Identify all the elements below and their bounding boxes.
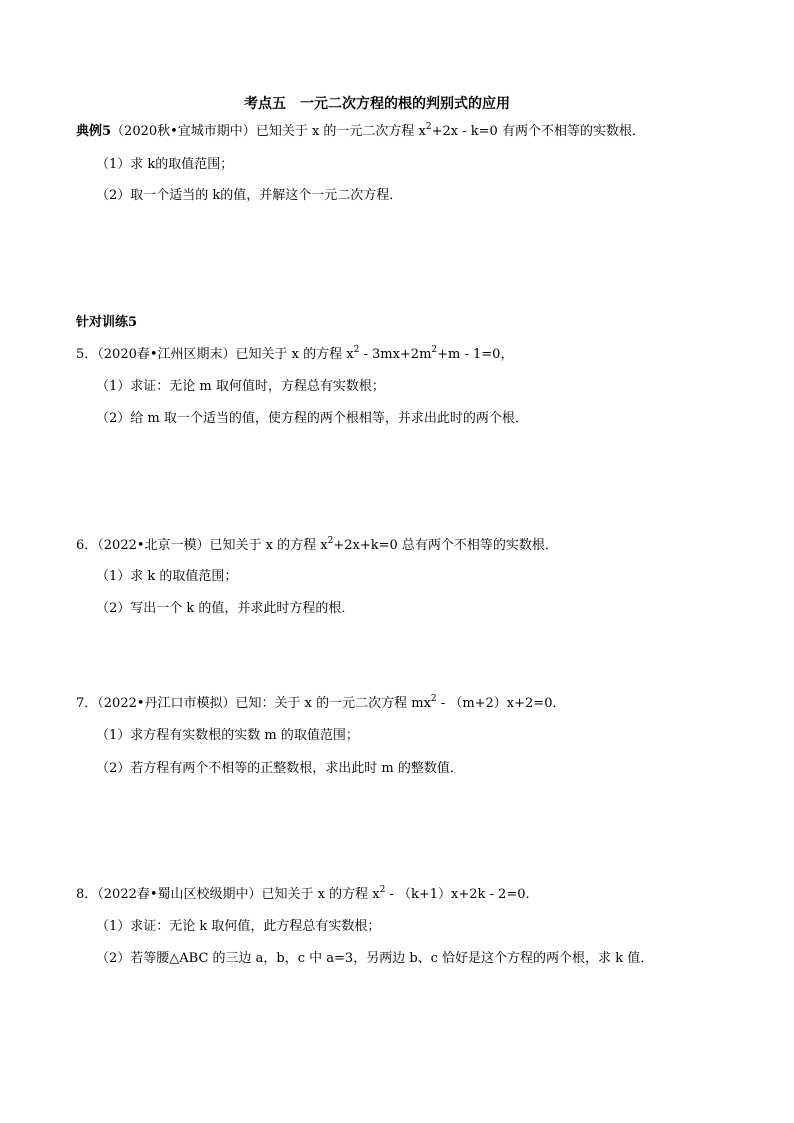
problem-5-sup1: 2	[353, 345, 360, 355]
example-eq-part1: x	[418, 124, 426, 139]
problem-5-part-2: （2）给 m 取一个适当的值，使方程的两个根相等，并求出此时的两个根．	[96, 411, 528, 426]
problem-8-part-1: （1）求证：无论 k 取何值，此方程总有实数根；	[96, 919, 381, 934]
problem-7-suffix: - （m+2）x+2=0．	[436, 696, 566, 711]
example-text-before: 已知关于 x 的一元二次方程	[255, 124, 419, 139]
problem-6-prefix: 6．（2022•北京一模）已知关于 x 的方程 x	[76, 538, 328, 553]
problem-8-sup1: 2	[379, 885, 386, 895]
problem-7-stem	[76, 694, 565, 714]
problem-8-stem	[76, 885, 539, 905]
example-text-after: 有两个不相等的实数根．	[497, 124, 645, 139]
problem-5-sup2: 2	[431, 345, 438, 355]
problem-5-suffix: +m - 1=0，	[437, 347, 514, 362]
problem-6-stem	[76, 536, 558, 556]
problem-5-mid: - 3mx+2m	[359, 347, 432, 362]
problem-7-prefix: 7．（2022•丹江口市模拟）已知：关于 x 的一元二次方程 mx	[76, 696, 431, 711]
example-eq-part2: +2x - k=0	[431, 124, 498, 139]
problem-5-prefix: 5．（2020春•江州区期末）已知关于 x 的方程 x	[76, 347, 354, 362]
example-part-1: （1）求 k的取值范围；	[96, 157, 234, 172]
problem-6-sup1: 2	[327, 536, 334, 546]
problem-7-part-1: （1）求方程有实数根的实数 m 的取值范围；	[96, 728, 359, 743]
problem-7-sup1: 2	[430, 694, 437, 704]
problem-5-stem	[76, 345, 513, 365]
page-title: 考点五 一元二次方程的根的判别式的应用	[244, 96, 510, 112]
problem-8-suffix: - （k+1）x+2k - 2=0．	[385, 887, 539, 902]
problem-8-prefix: 8．（2022春•蜀山区校级期中）已知关于 x 的方程 x	[76, 887, 380, 902]
problem-6-suffix: +2x+k=0 总有两个不相等的实数根．	[333, 538, 558, 553]
example-part-2: （2）取一个适当的 k的值，并解这个一元二次方程．	[96, 188, 403, 203]
problem-6-part-2: （2）写出一个 k 的值，并求此时方程的根．	[96, 601, 355, 616]
example-eq-sup1: 2	[425, 122, 432, 132]
example-stem	[76, 122, 645, 142]
problem-6-part-1: （1）求 k 的取值范围；	[96, 569, 238, 584]
example-source: （2020秋•宜城市期中）	[111, 124, 256, 139]
example-label: 典例5	[76, 124, 112, 139]
section-label: 针对训练5	[76, 315, 138, 330]
problem-5-part-1: （1）求证：无论 m 取何值时，方程总有实数根；	[96, 379, 385, 394]
problem-7-part-2: （2）若方程有两个不相等的正整数根，求出此时 m 的整数值．	[96, 761, 463, 776]
problem-8-part-2: （2）若等腰△ABC 的三边 a，b，c 中 a=3，另两边 b、c 恰好是这个方程的两个根，求 k 值．	[96, 951, 654, 966]
